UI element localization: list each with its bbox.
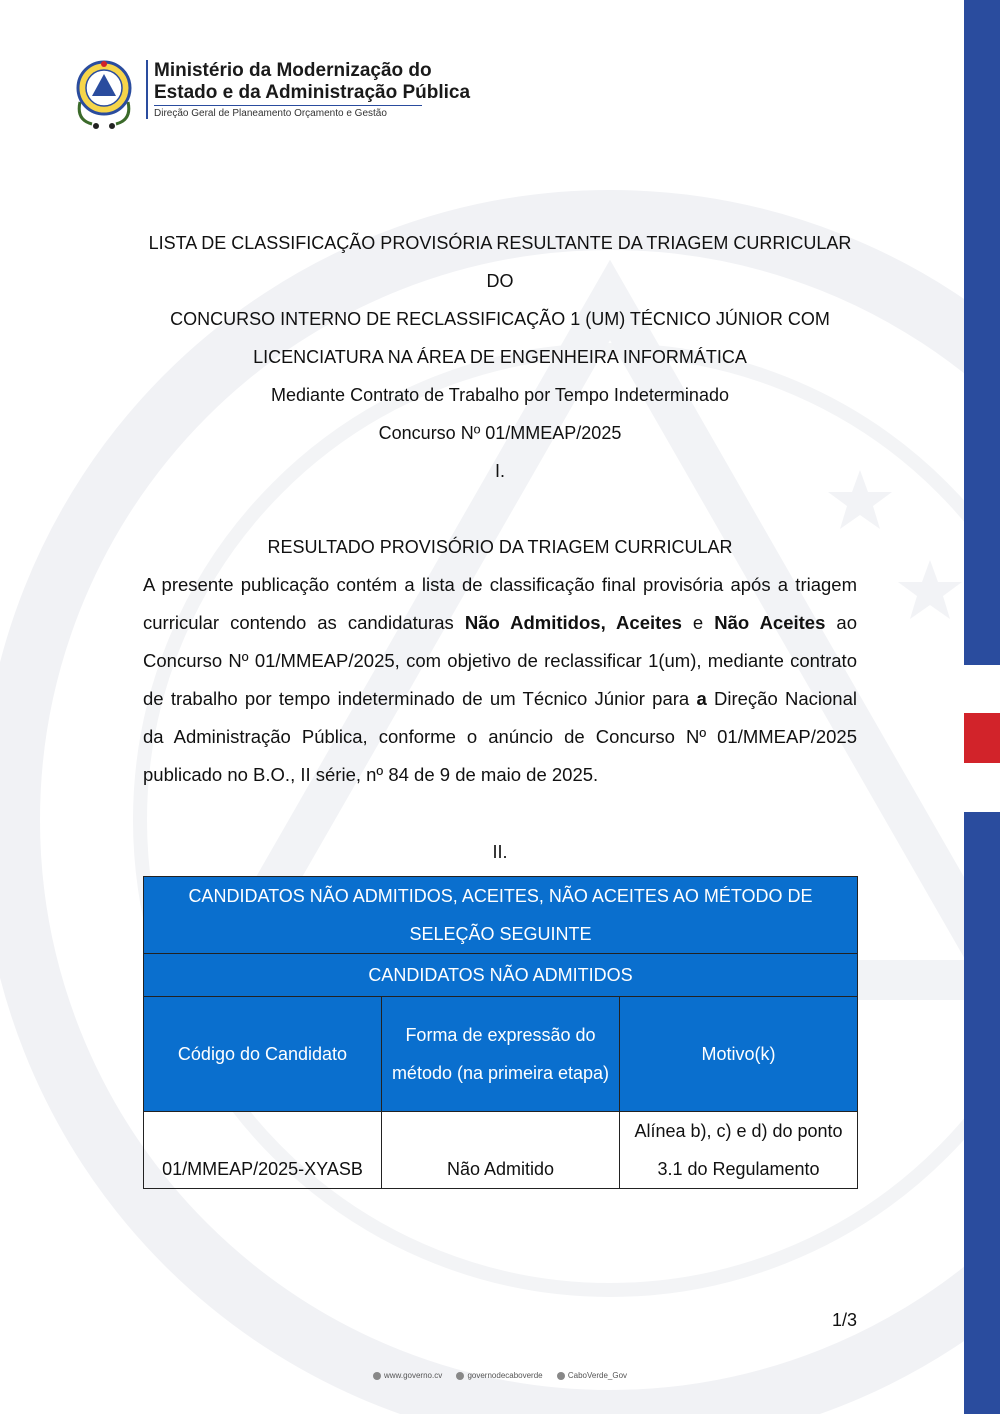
para-text-4: Direção Nacional da Administração Pública, conforme o anúncio de Concurso Nº 01/MMEAP/2025 publicado no B.O., II série, nº 84 de 9 de maio de 2025.	[143, 688, 857, 785]
para-text-1: A presente publicação contém a lista de classificação final provisória após a triagem curricular contendo as candidaturas	[143, 574, 857, 633]
twitter-icon	[557, 1372, 565, 1380]
side-stripe-red	[964, 713, 1000, 763]
letterhead	[72, 52, 470, 130]
intro-paragraph	[143, 566, 857, 794]
para-text-3: ao Concurso Nº 01/MMEAP/2025, com objetivo de reclassificar 1(um), mediante contrato de trabalho por tempo indeterminado de um Técnico Júnior para	[143, 612, 858, 709]
facebook-icon	[456, 1372, 464, 1380]
candidates-table	[143, 876, 858, 1189]
column-header-reason: Motivo(k)	[620, 997, 858, 1112]
footer-website-text: www.governo.cv	[383, 1371, 443, 1380]
para-bold-1: Não Admitidos, Aceites	[464, 612, 682, 633]
header-divider	[154, 105, 422, 106]
table-main-header: CANDIDATOS NÃO ADMITIDOS, ACEITES, NÃO ACEITES AO MÉTODO DE SELEÇÃO SEGUINTE	[144, 877, 858, 954]
cell-method-result: Não Admitido	[382, 1112, 620, 1189]
page-number: 1/3	[831, 1310, 857, 1330]
title-line-2: CONCURSO INTERNO DE RECLASSIFICAÇÃO 1 (UM) TÉCNICO JÚNIOR COM	[170, 309, 830, 329]
section-1-number: I.	[494, 461, 505, 481]
table-sub-header: CANDIDATOS NÃO ADMITIDOS	[144, 954, 858, 997]
table-row	[144, 1112, 858, 1189]
side-stripe-blue-top	[964, 0, 1000, 665]
cell-candidate-code: 01/MMEAP/2025-XYASB	[144, 1112, 382, 1189]
ministry-name-line2: Estado e da Administração Pública	[154, 82, 471, 103]
footer-website[interactable]	[373, 1371, 442, 1380]
footer-twitter[interactable]	[557, 1371, 627, 1380]
section-2-number: II.	[492, 842, 508, 862]
cell-reason: Alínea b), c) e d) do ponto 3.1 do Regulamento	[620, 1112, 858, 1189]
footer-twitter-text: CaboVerde_Gov	[567, 1371, 628, 1380]
para-bold-2: Não Aceites	[714, 612, 826, 633]
section-1-heading	[143, 528, 857, 566]
globe-icon	[373, 1372, 381, 1380]
title-line-1: LISTA DE CLASSIFICAÇÃO PROVISÓRIA RESULTANTE DA TRIAGEM CURRICULAR DO	[148, 233, 852, 291]
title-line-3: LICENCIATURA NA ÁREA DE ENGENHEIRA INFORMÁTICA	[253, 347, 747, 367]
contract-subtitle: Mediante Contrato de Trabalho por Tempo Indeterminado	[271, 385, 729, 405]
footer-facebook-text: governodecaboverde	[467, 1371, 543, 1380]
column-header-code: Código do Candidato	[144, 997, 382, 1112]
section-1-title: RESULTADO PROVISÓRIO DA TRIAGEM CURRICULAR	[267, 537, 733, 557]
section-2-heading	[143, 833, 857, 871]
column-header-method: Forma de expressão do método (na primeira etapa)	[382, 997, 620, 1112]
subtitle-block	[143, 376, 857, 490]
directorate-name: Direção Geral de Planeamento Orçamento e Gestão	[154, 108, 387, 119]
document-title	[143, 224, 857, 376]
para-text-2: e	[681, 612, 715, 633]
footer	[0, 1371, 1000, 1380]
coat-of-arms-logo	[72, 52, 136, 130]
ministry-name-line1: Ministério da Modernização do	[154, 60, 432, 81]
side-stripe-blue-bottom	[964, 812, 1000, 1414]
para-bold-3: a	[696, 688, 707, 709]
footer-facebook[interactable]	[456, 1371, 542, 1380]
concurso-number: Concurso Nº 01/MMEAP/2025	[378, 423, 622, 443]
